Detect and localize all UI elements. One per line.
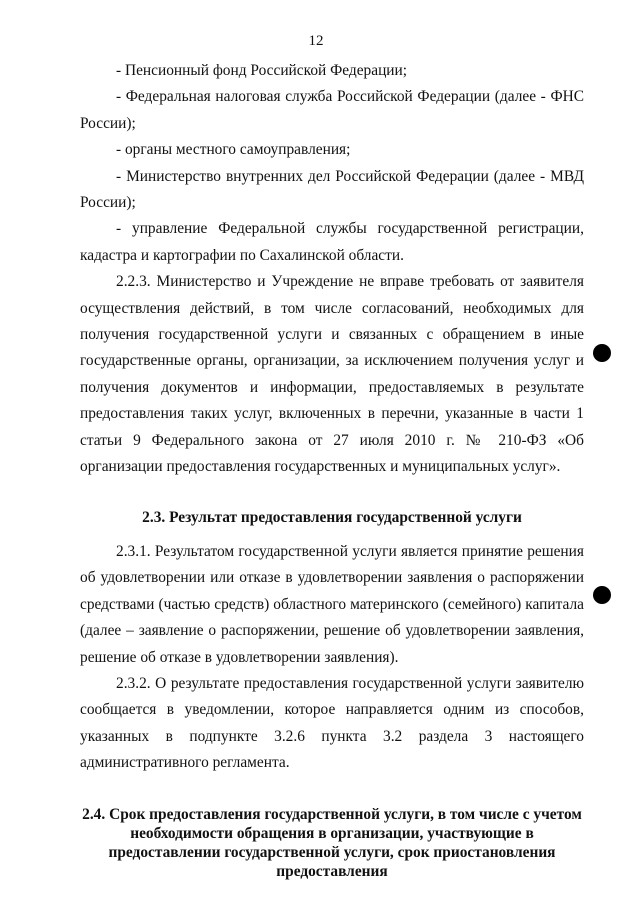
paragraph-2-3-1: 2.3.1. Результатом государственной услуги является принятие решения об удовлетворении или отказе в удовлетворении заявления о распоряжении средствами (частью средств) областного материнского (семейного) капитала (далее – заявление о распоряжении, решение об удовлетворении заявления, решение об отказе в удовлетворении заявления). bbox=[80, 542, 584, 666]
heading-2-4: 2.4. Срок предоставления государственной услуги, в том числе с учетом необходимости обращения в организации, участвующие в предоставлении государственной услуги, срок приостановления предоставления bbox=[82, 805, 582, 880]
list-item-interior-ministry: - Министерство внутренних дел Российской Федерации (далее - МВД России); bbox=[80, 167, 584, 212]
list-item-tax-service: - Федеральная налоговая служба Российской Федерации (далее - ФНС России); bbox=[80, 88, 584, 132]
page-number: 12 bbox=[308, 33, 324, 49]
punch-hole-top bbox=[593, 344, 611, 362]
list-item-pension-fund: - Пенсионный фонд Российской Федерации; bbox=[116, 62, 408, 79]
list-item-local-government: - органы местного самоуправления; bbox=[116, 141, 351, 159]
punch-hole-bottom bbox=[593, 586, 611, 604]
heading-2-3: 2.3. Результат предоставления государственной услуги bbox=[142, 508, 522, 526]
document-body bbox=[80, 58, 584, 881]
paragraph-2-3-2: 2.3.2. О результате предоставления государственной услуги заявителю сообщается в уведомлении, которое направляется одним из способов, указанных в подпункте 3.2.6 пункта 3.2 раздела 3 настоящего административного регламента. bbox=[80, 674, 584, 772]
paragraph-2-2-3: 2.2.3. Министерство и Учреждение не вправе требовать от заявителя осуществления действий, в том числе согласований, необходимых для получения государственной услуги и связанных с обращением в иные государственные органы, организации, за исключением получения услуг и получения документов и информации, предоставляемых в результате предоставления таких услуг, включенных в перечни, указанные в части 1 статьи 9 Федерального закона от 27 июля 2010 г. № 210-ФЗ «Об организации предоставления государственных и муниципальных услуг». bbox=[80, 273, 584, 476]
list-item-registration-service: - управление Федеральной службы государственной регистрации, кадастра и картографии по Сахалинской области. bbox=[80, 220, 584, 264]
